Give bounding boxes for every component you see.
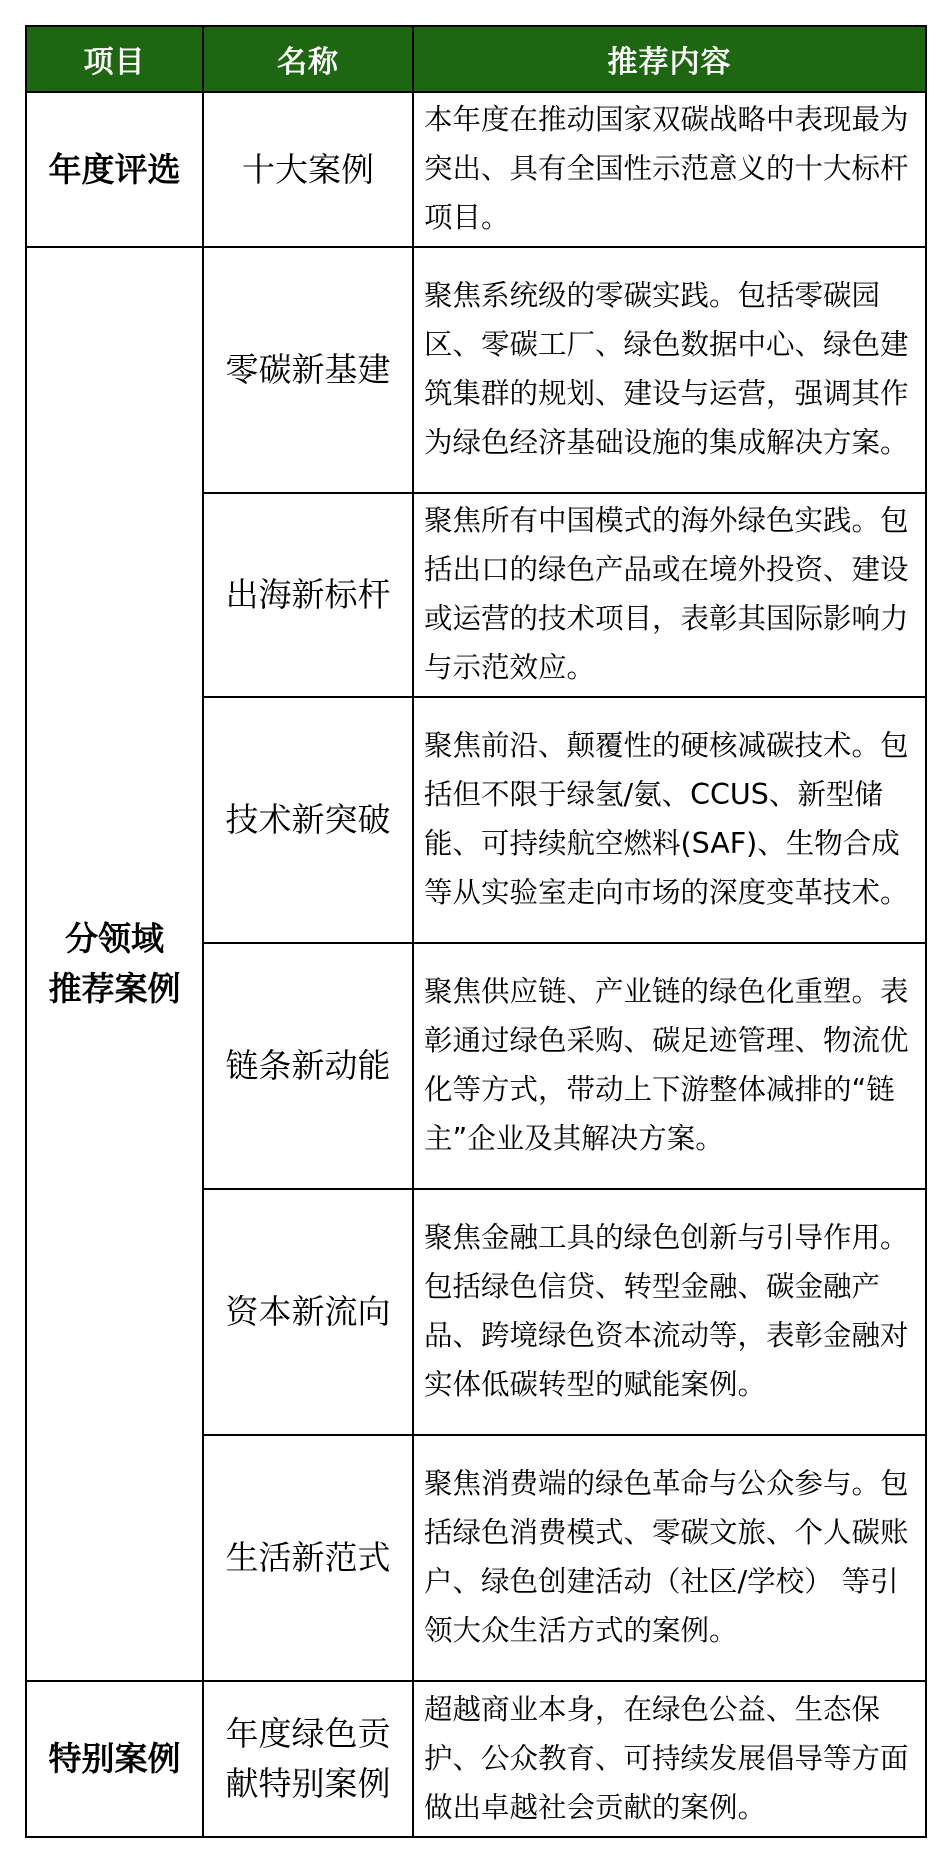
case-content: 本年度在推动国家双碳战略中表现最为突出、具有全国性示范意义的十大标杆项目。	[413, 92, 926, 247]
header-name: 名称	[203, 26, 413, 92]
recommendation-table	[25, 25, 927, 1838]
case-name: 资本新流向	[203, 1189, 413, 1435]
case-content: 聚焦消费端的绿色革命与公众参与。包括绿色消费模式、零碳文旅、个人碳账户、绿色创建活动（社区/学校） 等引领大众生活方式的案例。	[413, 1435, 926, 1681]
case-content: 超越商业本身，在绿色公益、生态保护、公众教育、可持续发展倡导等方面做出卓越社会贡献的案例。	[413, 1681, 926, 1837]
category-annual-selection: 年度评选	[26, 92, 203, 247]
table-row	[26, 92, 926, 247]
case-content: 聚焦所有中国模式的海外绿色实践。包括出口的绿色产品或在境外投资、建设或运营的技术项目，表彰其国际影响力与示范效应。	[413, 493, 926, 697]
recommendation-table-container	[25, 25, 925, 1838]
category-line: 推荐案例	[48, 969, 181, 1008]
case-name: 链条新动能	[203, 943, 413, 1189]
category-special-cases: 特别案例	[26, 1681, 203, 1837]
category-line: 分领域	[65, 919, 164, 958]
table-header	[26, 26, 926, 92]
case-name: 年度绿色贡献特别案例	[203, 1681, 413, 1837]
case-name: 技术新突破	[203, 697, 413, 943]
case-content: 聚焦供应链、产业链的绿色化重塑。表彰通过绿色采购、碳足迹管理、物流优化等方式，带动上下游整体减排的“链主”企业及其解决方案。	[413, 943, 926, 1189]
table-row	[26, 247, 926, 493]
case-name: 零碳新基建	[203, 247, 413, 493]
case-name: 十大案例	[203, 92, 413, 247]
header-content: 推荐内容	[413, 26, 926, 92]
category-domain-cases	[26, 247, 203, 1681]
header-row	[26, 26, 926, 92]
case-content: 聚焦系统级的零碳实践。包括零碳园区、零碳工厂、绿色数据中心、绿色建筑集群的规划、建设与运营，强调其作为绿色经济基础设施的集成解决方案。	[413, 247, 926, 493]
case-name: 出海新标杆	[203, 493, 413, 697]
table-row	[26, 1681, 926, 1837]
case-content: 聚焦前沿、颠覆性的硬核减碳技术。包括但不限于绿氢/氨、CCUS、新型储能、可持续航空燃料(SAF)、生物合成等从实验室走向市场的深度变革技术。	[413, 697, 926, 943]
header-item: 项目	[26, 26, 203, 92]
case-content: 聚焦金融工具的绿色创新与引导作用。包括绿色信贷、转型金融、碳金融产品、跨境绿色资本流动等，表彰金融对实体低碳转型的赋能案例。	[413, 1189, 926, 1435]
case-name: 生活新范式	[203, 1435, 413, 1681]
table-body	[26, 92, 926, 1837]
